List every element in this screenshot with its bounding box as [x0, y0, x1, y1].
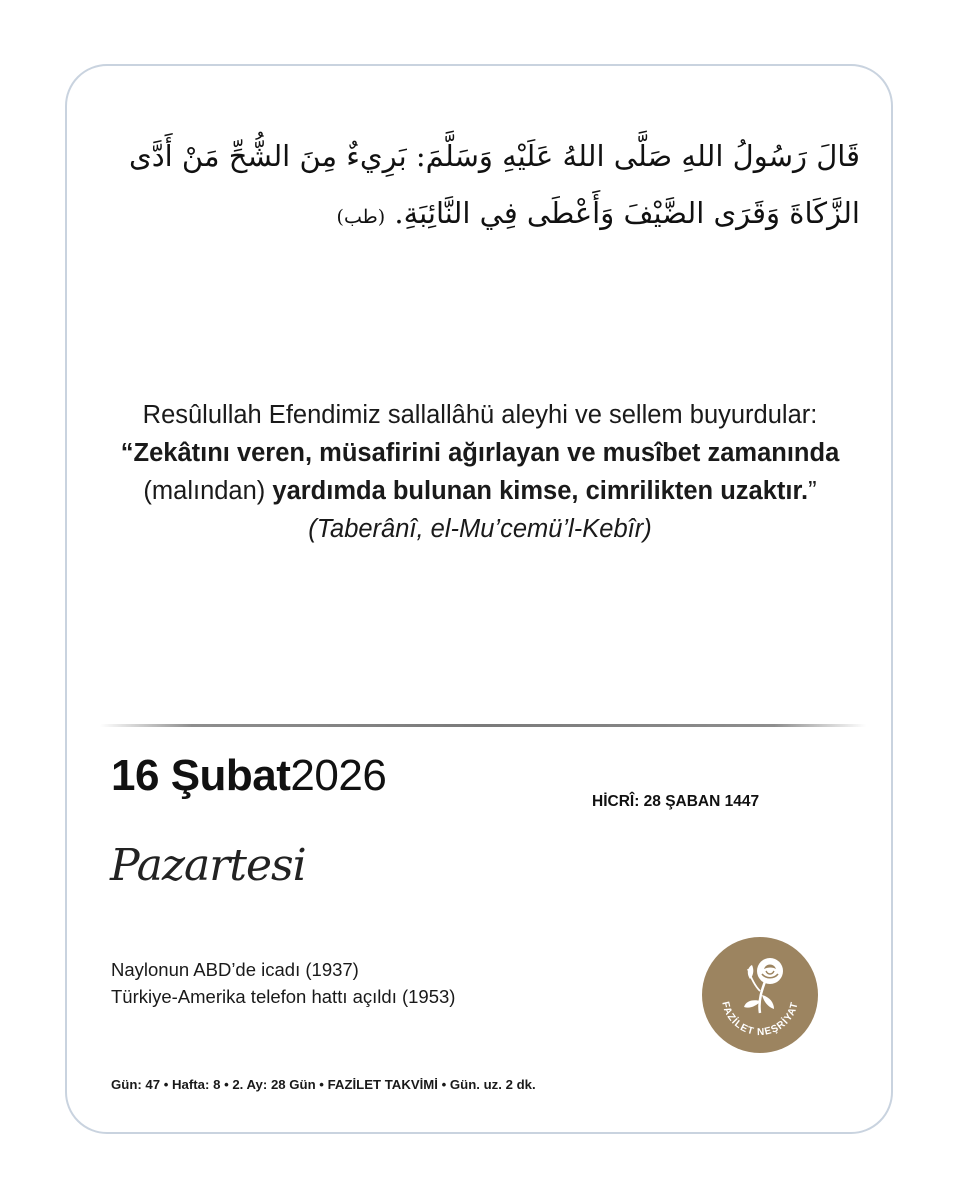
- fazilet-nesriyat-logo: [700, 935, 820, 1055]
- gregorian-date: [111, 750, 386, 802]
- date-month: Şubat: [170, 751, 291, 800]
- event-item: Türkiye-Amerika telefon hattı açıldı (1953): [111, 986, 456, 1007]
- date-day: 16: [111, 751, 159, 800]
- logo-text: FAZİLET NEŞRİYAT: [719, 1000, 801, 1039]
- quote-part-1: “Zekâtını veren, müsafirini ağırlayan ve musîbet zamanında: [120, 439, 840, 467]
- date-year: 2026: [290, 751, 387, 800]
- section-divider: [100, 724, 866, 727]
- weekday-name: Pazartesi: [110, 840, 306, 891]
- quote-close: ”: [808, 477, 817, 505]
- quote-part-2: (malından): [143, 477, 273, 505]
- hadith-source: (Taberânî, el-Mu’cemü’l-Kebîr): [308, 515, 652, 543]
- arabic-hadith-text: قَالَ رَسُولُ اللهِ صَلَّى اللهُ عَلَيْهِ وَسَلَّمَ: بَرِيءٌ مِنَ الشُّحِّ مَنْ أَدَّى الزَّكَاةَ وَقَرَى الضَّيْفَ وَأَعْطَى فِي النَّائِبَةِ.: [129, 139, 860, 230]
- hijri-date: HİCRÎ: 28 ŞABAN 1447: [592, 793, 760, 810]
- translation-intro: Resûlullah Efendimiz sallallâhü aleyhi ve sellem buyurdular:: [142, 401, 818, 429]
- events-list: [111, 956, 455, 1010]
- calendar-footer: Gün: 47 • Hafta: 8 • 2. Ay: 28 Gün • FAZİLET TAKVİMİ • Gün. uz. 2 dk.: [111, 1077, 536, 1092]
- quote-part-3: yardımda bulunan kimse, cimrilikten uzaktır.: [272, 477, 809, 505]
- hadith-translation: [120, 396, 840, 548]
- event-item: Naylonun ABD’de icadı (1937): [111, 959, 359, 980]
- arabic-hadith-source: (طب): [336, 206, 386, 228]
- arabic-hadith: [110, 128, 860, 246]
